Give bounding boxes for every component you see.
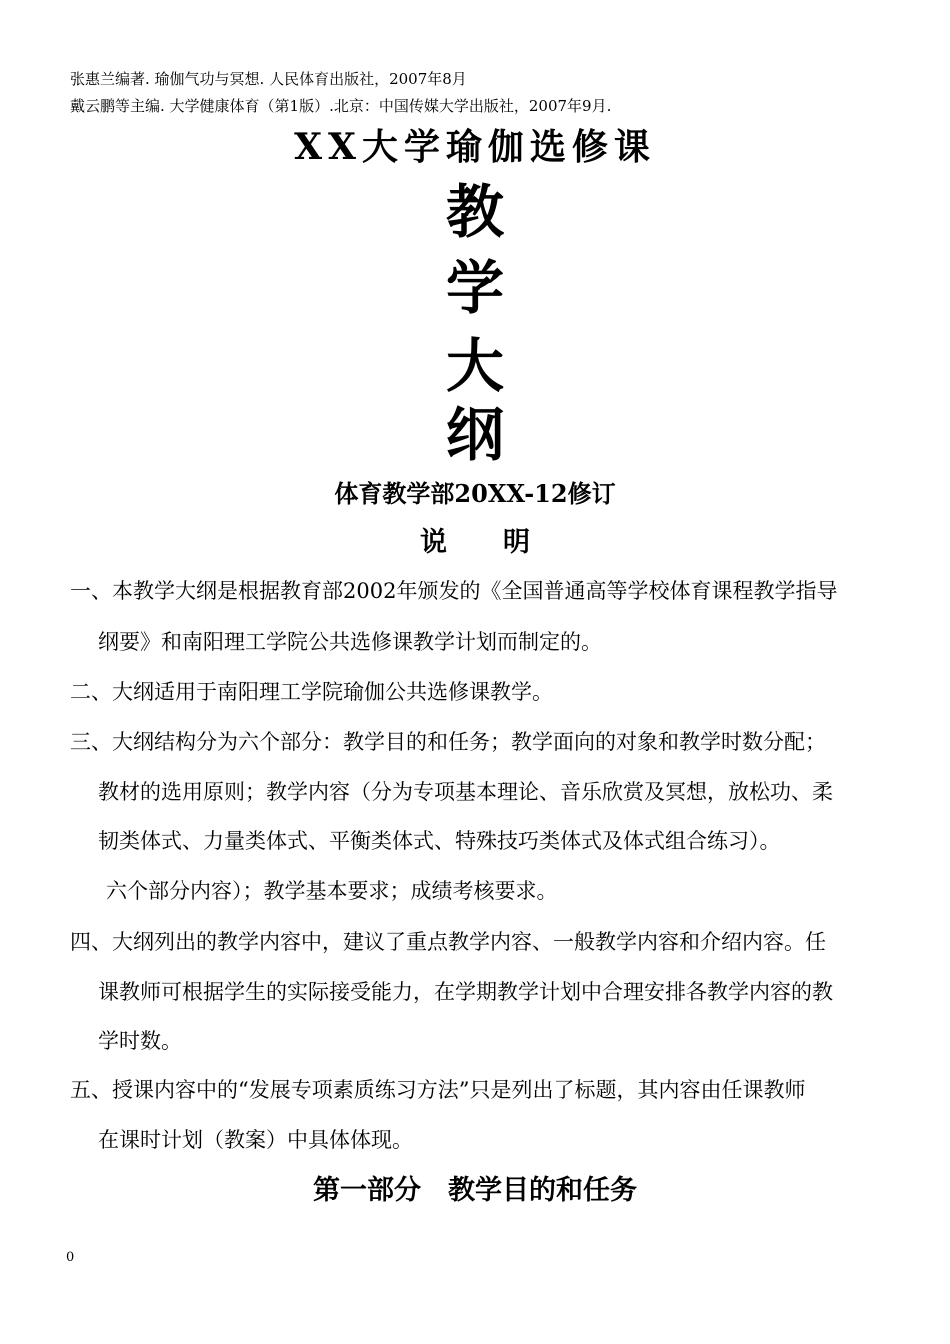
big-title-char: 纲 — [445, 401, 504, 469]
revision-note: 体育教学部20XX-12修订 — [334, 479, 616, 508]
big-title-char: 教 — [445, 178, 504, 246]
reference-line: 戴云鹏等主编. 大学健康体育（第1版）.北京：中国传媒大学出版社，2007年9月. — [70, 97, 612, 115]
paragraph-line: 五、授课内容中的“发展专项素质练习方法”只是列出了标题，其内容由任课教师 — [70, 1078, 806, 1102]
paragraph-line: 四、大纲列出的教学内容中，建议了重点教学内容、一般教学内容和介绍内容。任 — [70, 930, 826, 954]
notes-heading: 说明 — [420, 527, 586, 558]
paragraph-line: 三、大纲结构分为六个部分：教学目的和任务；教学面向的对象和教学时数分配； — [70, 730, 826, 754]
paragraph-line: 六个部分内容）；教学基本要求；成绩考核要求。 — [106, 879, 558, 903]
paragraph-line: 教材的选用原则；教学内容（分为专项基本理论、音乐欣赏及冥想，放松功、柔 — [98, 780, 833, 804]
page-number: 0 — [66, 1250, 75, 1265]
paragraph-line: 学时数。 — [98, 1029, 182, 1053]
document-title: XX大学瑜伽选修课 — [294, 126, 656, 168]
paragraph-line: 韧类体式、力量类体式、平衡类体式、特殊技巧类体式及体式组合练习）。 — [98, 829, 781, 853]
paragraph-line: 纲要》和南阳理工学院公共选修课教学计划而制定的。 — [98, 630, 602, 654]
paragraph-line: 课教师可根据学生的实际接受能力，在学期教学计划中合理安排各教学内容的教 — [98, 980, 833, 1004]
big-title-char: 大 — [445, 332, 504, 400]
paragraph-line: 在课时计划（教案）中具体体现。 — [98, 1128, 413, 1152]
paragraph-line: 一、本教学大纲是根据教育部2002年颁发的《全国普通高等学校体育课程教学指导 — [70, 579, 838, 603]
paragraph-line: 二、大纲适用于南阳理工学院瑜伽公共选修课教学。 — [70, 680, 553, 704]
big-title-char: 学 — [445, 254, 504, 322]
part-heading: 第一部分 教学目的和任务 — [313, 1175, 637, 1206]
reference-line: 张惠兰编著. 瑜伽气功与冥想. 人民体育出版社，2007年8月 — [70, 70, 467, 88]
